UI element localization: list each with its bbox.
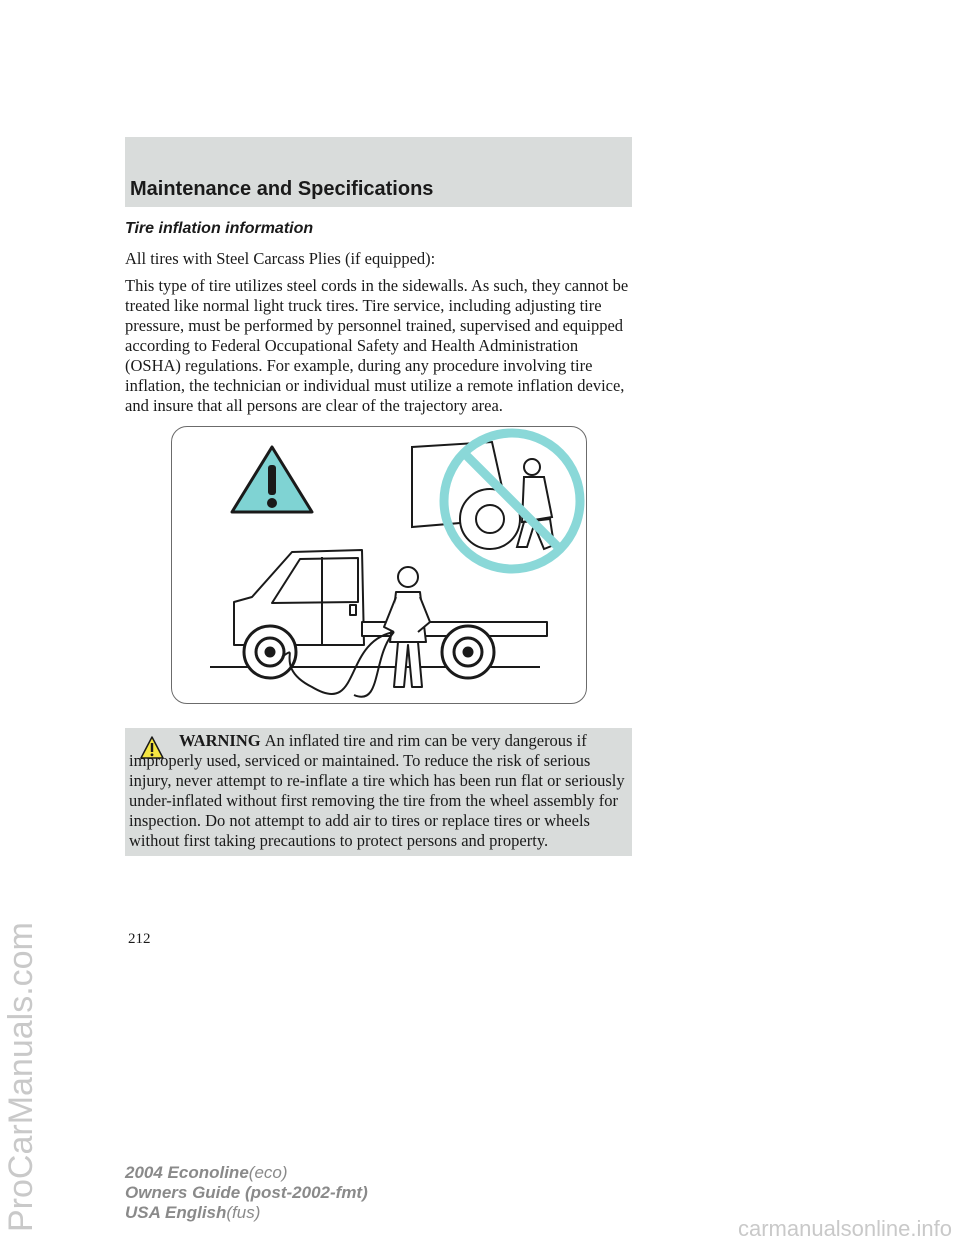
section-subheading: Tire inflation information <box>125 220 314 237</box>
inset-tire-scene <box>412 442 554 549</box>
footer-model-name: 2004 Econoline <box>125 1163 249 1182</box>
warning-label: WARNING <box>179 731 261 750</box>
footer-language <box>125 1203 260 1223</box>
illustration-drawing <box>172 427 588 705</box>
bottom-watermark: carmanualsonline.info <box>737 1216 952 1241</box>
tire-inflation-illustration <box>171 426 587 704</box>
warning-body: An inflated tire and rim can be very dangerous if improperly used, serviced or maintained. To reduce the risk of serious injury, never attempt to re-inflate a tire which has been run flat or seriously under-inflated without first removing the tire from the wheel assembly for inspection. Do not attempt to add air to tires or replace tires or wheels without first taking precautions to protect persons and property. <box>129 731 625 850</box>
footer-language-name: USA English <box>125 1203 227 1222</box>
page-number: 212 <box>128 931 151 947</box>
body-paragraph: This type of tire utilizes steel cords in the sidewalls. As such, they cannot be treated like normal light truck tires. Tire service, including adjusting tire pressure, must be performed by personnel trained, supervised and equipped according to Federal Occupational Safety and Health Administration (OSHA) regulations. For example, during any procedure involving tire inflation, the technician or individual must utilize a remote inflation device, and insure that all persons are clear of the trajectory area. <box>125 276 629 415</box>
footer-guide <box>125 1183 368 1203</box>
warning-callout <box>125 728 632 856</box>
footer-language-code: (fus) <box>226 1203 261 1222</box>
intro-paragraph: All tires with Steel Carcass Plies (if equipped): <box>125 249 436 268</box>
warning-triangle-icon <box>232 447 312 512</box>
footer-model <box>125 1163 288 1183</box>
truck-wheel-rear <box>442 626 494 678</box>
footer-model-code: (eco) <box>248 1163 288 1182</box>
page-title: Maintenance and Specifications <box>130 178 434 200</box>
footer-guide-name: Owners Guide (post-2002-fmt) <box>125 1183 368 1202</box>
side-watermark: ProCarManuals.com <box>2 922 40 1232</box>
warning-text <box>129 731 629 851</box>
